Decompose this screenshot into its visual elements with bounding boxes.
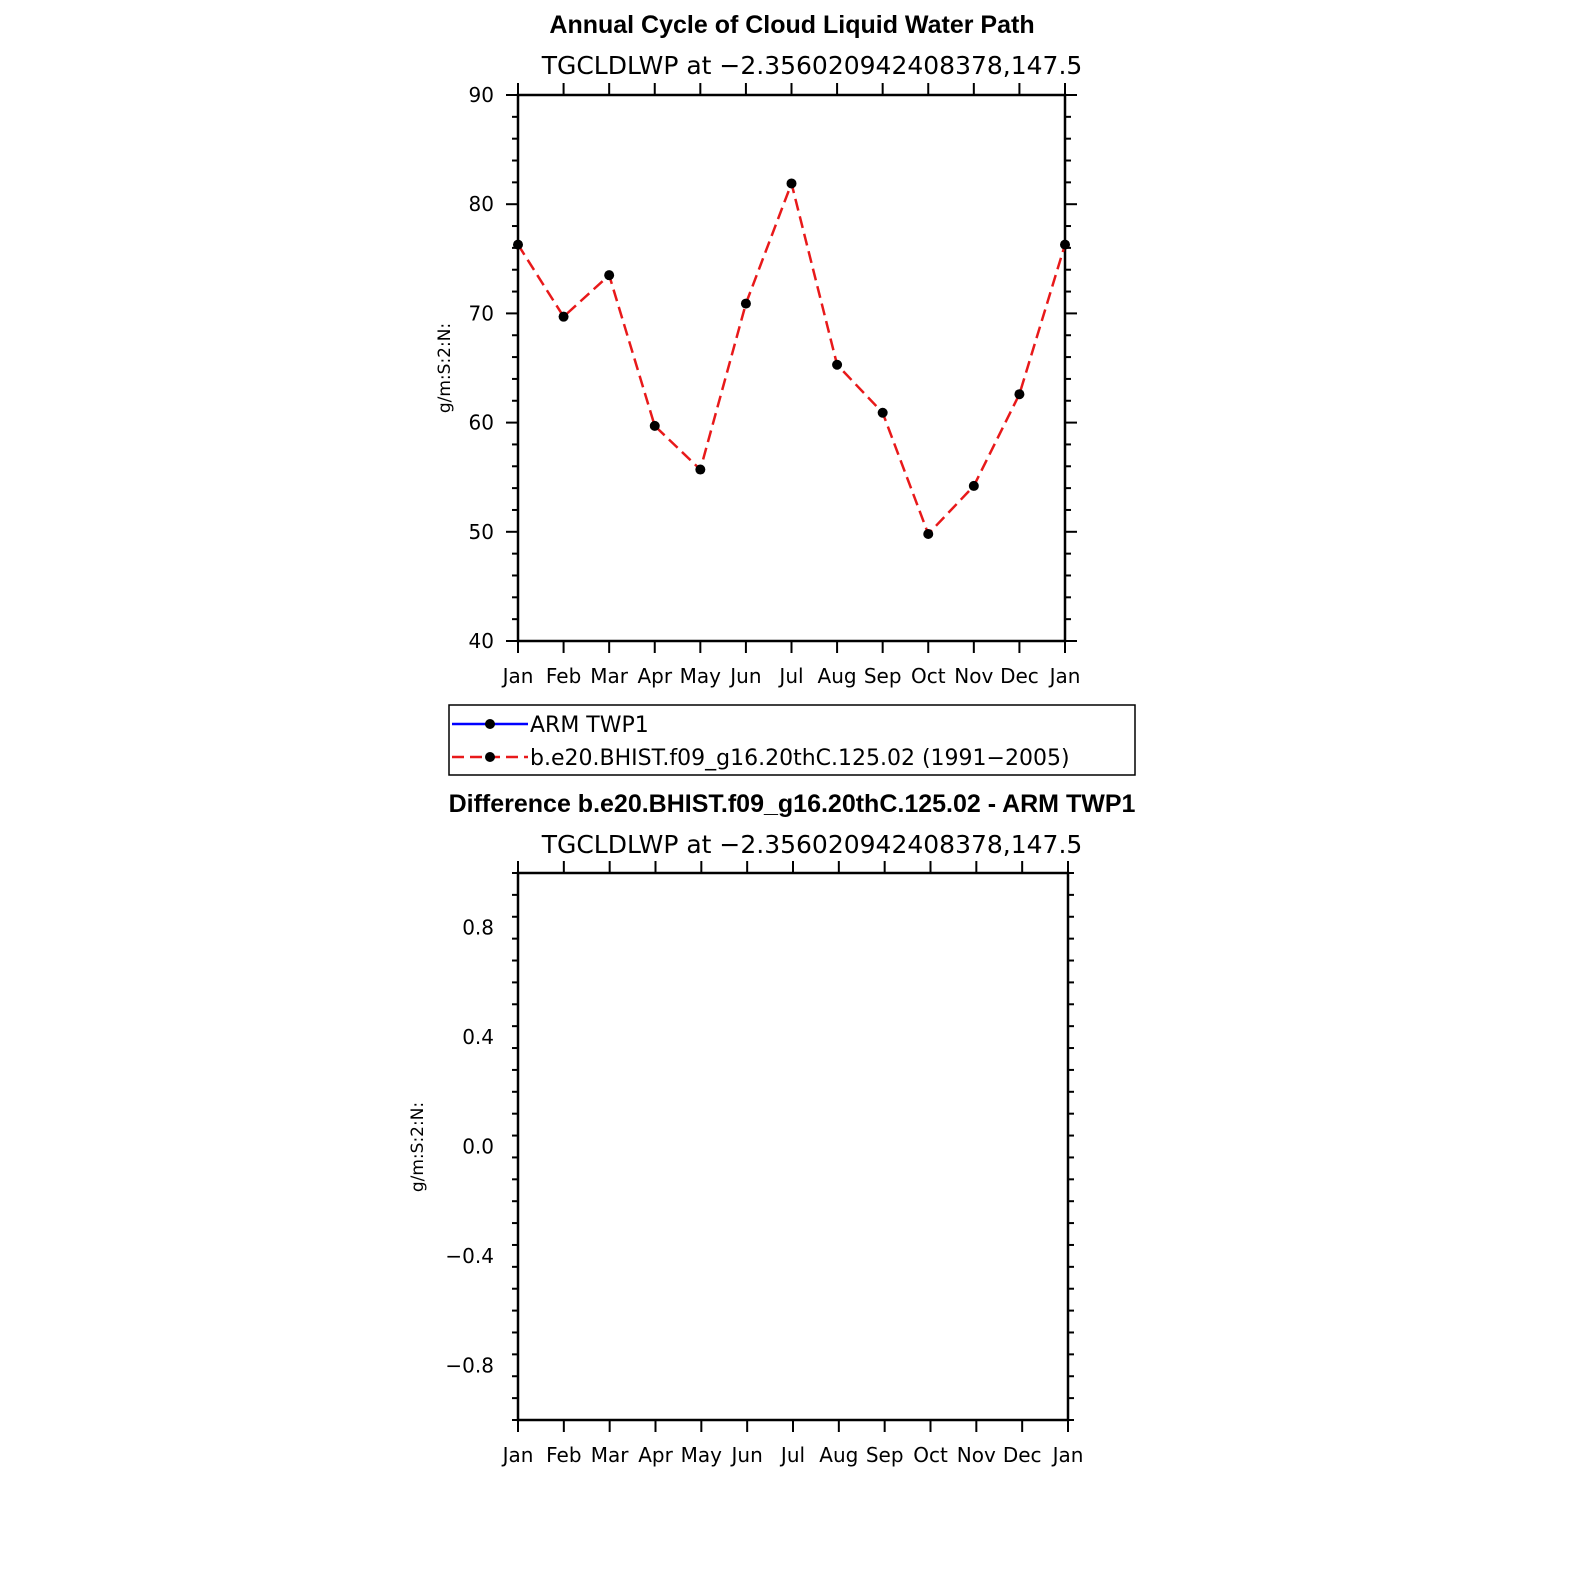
panel-1-y-tick-label: 70 <box>468 301 494 326</box>
panel-2-x-tick-label: Oct <box>913 1443 948 1467</box>
panel-2-y-tick-label: 0.4 <box>462 1025 494 1050</box>
panel-1-data-point <box>878 408 888 418</box>
panel-1-plot <box>469 83 1081 688</box>
legend <box>449 705 1135 775</box>
panel-2-x-tick-label: Jun <box>731 1443 763 1467</box>
panel-2-x-tick-label: Sep <box>865 1443 904 1467</box>
panel-1-x-tick-label: Feb <box>545 664 582 688</box>
panel-1-y-axis-label: g/m:S:2:N: <box>435 322 455 414</box>
panel-2-x-tick-label: Mar <box>590 1443 629 1467</box>
panel-1-data-point <box>1014 389 1024 399</box>
legend-label-model: b.e20.BHIST.f09_g16.20thC.125.02 (1991−2005) <box>530 746 1070 771</box>
panel-1-x-tick-label: Jan <box>1049 664 1081 688</box>
panel-1-y-tick-label: 50 <box>468 519 494 544</box>
panel-2-x-tick-label: May <box>680 1443 723 1467</box>
panel-2-x-tick-label: Jan <box>1052 1443 1084 1467</box>
panel-1-x-tick-label: Jun <box>730 664 762 688</box>
panel-2-y-tick-label: 0.0 <box>462 1134 494 1159</box>
panel-1-title: Annual Cycle of Cloud Liquid Water Path <box>549 11 1035 39</box>
panel-1-data-point <box>1060 240 1070 250</box>
panel-2-frame <box>518 873 1068 1420</box>
panel-1-data-point <box>513 240 523 250</box>
panel-2-y-tick-label: −0.4 <box>445 1243 494 1268</box>
panel-1-x-tick-label: Jan <box>502 664 534 688</box>
panel-1-x-tick-label: Dec <box>1000 664 1039 688</box>
panel-1-x-tick-label: Sep <box>863 664 902 688</box>
panel-1-y-tick-label: 80 <box>468 192 494 217</box>
panel-2-y-tick-label: 0.8 <box>462 915 494 940</box>
panel-1-y-tick-label: 40 <box>468 629 494 653</box>
panel-2-x-tick-label: Nov <box>956 1443 996 1467</box>
panel-1-x-tick-label: Nov <box>954 664 994 688</box>
panel-1-data-point <box>650 421 660 431</box>
panel-1-data-point <box>695 465 705 475</box>
panel-1-data-point <box>559 312 569 322</box>
panel-1-data-point <box>969 481 979 491</box>
panel-1-data-point <box>741 299 751 309</box>
panel-2-x-tick-label: Jan <box>502 1443 534 1467</box>
panel-2-y-tick-label: −0.8 <box>445 1353 494 1378</box>
legend-marker-arm <box>485 719 495 729</box>
panel-1-x-tick-label: Mar <box>590 664 629 688</box>
panel-1-data-point <box>832 360 842 370</box>
legend-marker-model <box>485 752 495 762</box>
panel-1-x-tick-label: May <box>679 664 722 688</box>
panel-1-x-tick-label: Jul <box>779 664 804 688</box>
panel-1-y-tick-label: 60 <box>468 410 494 435</box>
panel-2-x-tick-label: Dec <box>1002 1443 1042 1467</box>
panel-2-y-axis-label: g/m:S:2:N: <box>408 1101 428 1193</box>
panel-2-x-tick-label: Aug <box>819 1443 859 1467</box>
panel-1-x-tick-label: Oct <box>910 664 946 688</box>
panel-1-x-tick-label: Aug <box>817 664 857 688</box>
panel-1-series-line <box>518 183 1065 534</box>
legend-label-arm: ARM TWP1 <box>530 713 649 738</box>
panel-1-subtitle: TGCLDLWP at −2.356020942408378,147.5 <box>541 51 1083 80</box>
panel-2-x-tick-label: Feb <box>546 1443 582 1467</box>
panel-1-data-point <box>604 270 614 280</box>
panel-2-x-tick-label: Jul <box>780 1443 806 1467</box>
panel-2-plot <box>445 861 1083 1467</box>
panel-1-data-point <box>923 529 933 539</box>
panel-1-x-tick-label: Apr <box>637 664 673 688</box>
panel-2-x-tick-label: Apr <box>638 1443 673 1467</box>
panel-1-frame <box>518 95 1065 641</box>
panel-1-y-tick-label: 90 <box>468 83 494 107</box>
panel-2-subtitle: TGCLDLWP at −2.356020942408378,147.5 <box>541 830 1083 859</box>
panel-2-title: Difference b.e20.BHIST.f09_g16.20thC.125.02 - ARM TWP1 <box>448 790 1136 818</box>
panel-1-data-point <box>787 178 797 188</box>
